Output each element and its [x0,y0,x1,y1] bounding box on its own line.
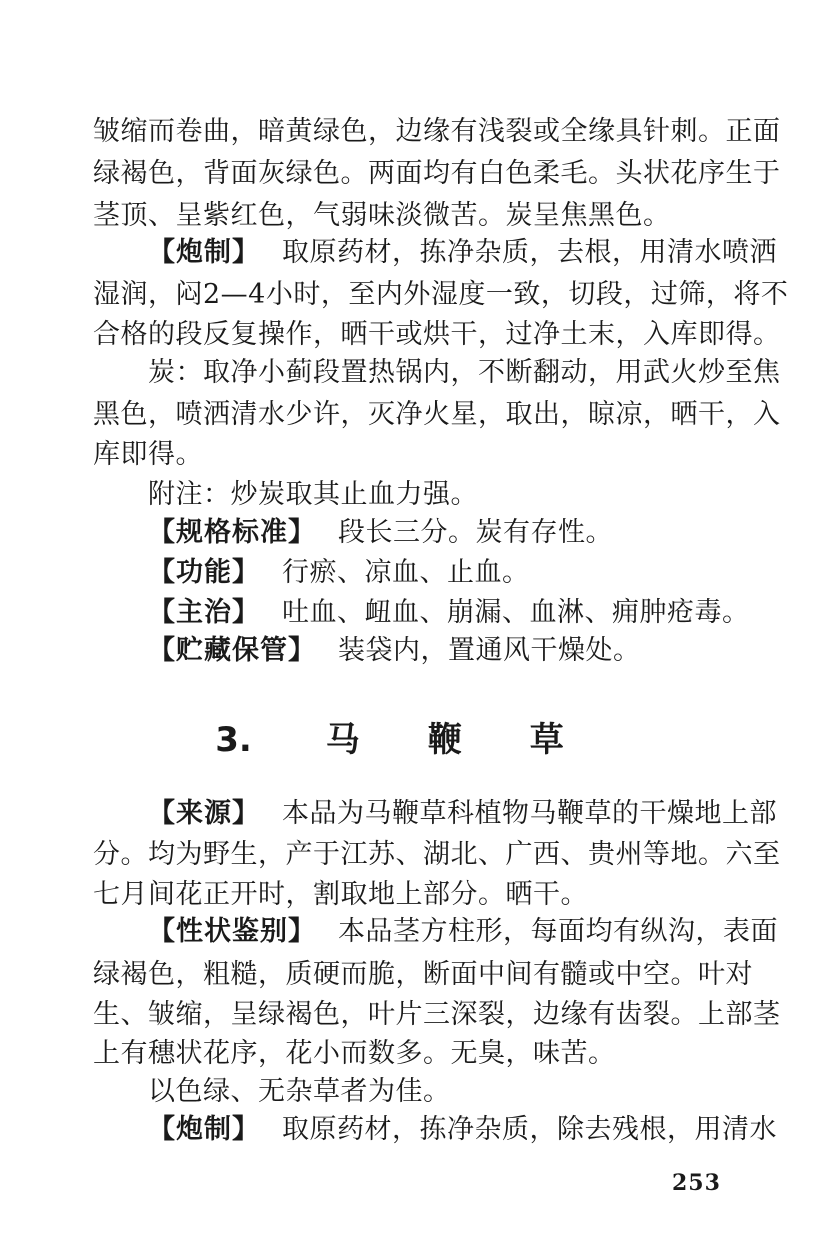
section-label: 【贮藏保管】 [148,635,316,666]
text-line: 本品为马鞭草科植物马鞭草的干燥地上部 [282,798,777,829]
title-char: 草 [529,720,564,760]
spec-text: 段长三分。炭有存性。 [338,517,613,548]
note-line: 附注：炒炭取其止血力强。 [148,479,478,510]
text-line: 本品茎方柱形，每面均有纵沟，表面 [338,916,778,947]
text-line: 茎顶、呈紫红色，气弱味淡微苦。炭呈焦黑色。 [93,200,671,231]
text-line: 黑色，喷洒清水少许，灭净火星，取出，晾凉，晒干，入 [93,399,781,430]
storage-text: 装袋内，置通风干燥处。 [338,635,641,666]
text-line: 库即得。 [93,439,203,470]
text-line: 绿褐色，背面灰绿色。两面均有白色柔毛。头状花序生于 [93,158,781,189]
spec-line [148,516,613,550]
text-line: 炭：取净小蓟段置热锅内，不断翻动，用武火炒至焦 [148,357,781,388]
section-label: 【来源】 [148,798,260,829]
paozhi-paragraph [148,1113,777,1147]
function-line [148,556,530,590]
indication-line [148,596,750,630]
text-line: 合格的段反复操作，晒干或烘干，过净土末，入库即得。 [93,319,781,350]
paozhi-paragraph [148,236,777,270]
text-line: 取原药材，拣净杂质，去根，用清水喷洒 [282,237,777,268]
source-paragraph [148,797,777,831]
indication-text: 吐血、衄血、崩漏、血淋、痈肿疮毒。 [282,597,750,628]
section-title [0,718,813,762]
section-label: 【规格标准】 [148,517,316,548]
text-line: 分。均为野生，产于江苏、湖北、广西、贵州等地。六至 [93,839,781,870]
section-label: 【炮制】 [148,237,260,268]
quality-line: 以色绿、无杂草者为佳。 [148,1076,451,1107]
title-char: 鞭 [427,720,462,760]
description-paragraph [148,915,778,949]
storage-line [148,634,641,668]
section-label: 【炮制】 [148,1114,260,1145]
text-line: 取原药材，拣净杂质，除去残根，用清水 [282,1114,777,1145]
text-line: 上有穗状花序，花小而数多。无臭，味苦。 [93,1038,616,1069]
text-line: 七月间花正开时，割取地上部分。晒干。 [93,879,588,910]
text-line: 生、皱缩，呈绿褐色，叶片三深裂，边缘有齿裂。上部茎 [93,999,781,1030]
function-text: 行瘀、凉血、止血。 [282,557,530,588]
section-number: 3. [215,720,252,760]
text-line: 湿润，闷2—4小时，至内外湿度一致，切段，过筛，将不 [93,279,789,310]
text-line: 绿褐色，粗糙，质硬而脆，断面中间有髓或中空。叶对 [93,959,753,990]
section-label: 【主治】 [148,597,260,628]
text-line: 皱缩而卷曲，暗黄绿色，边缘有浅裂或全缘具针刺。正面 [93,116,781,147]
section-label: 【功能】 [148,557,260,588]
page-number: 253 [672,1170,721,1196]
section-label: 【性状鉴别】 [148,916,316,947]
title-char: 马 [325,720,360,760]
